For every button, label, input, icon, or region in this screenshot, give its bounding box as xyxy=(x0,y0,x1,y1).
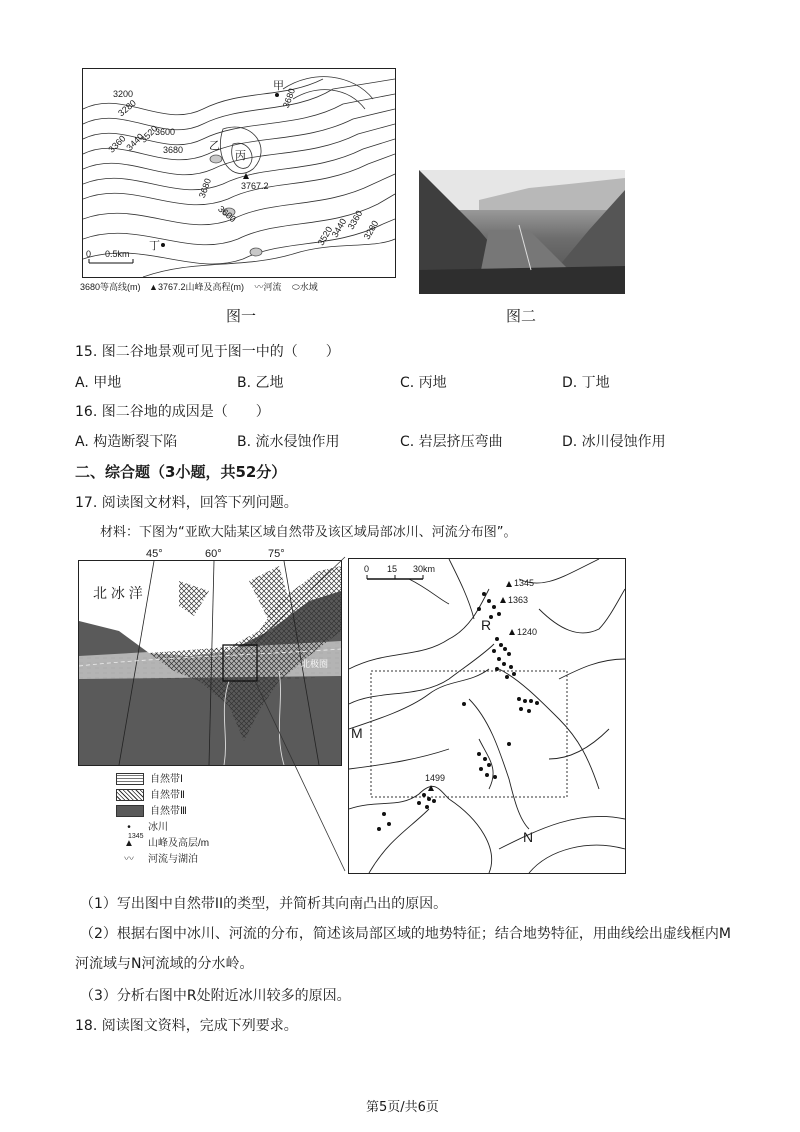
peak-label-1499: 1499 xyxy=(425,773,446,783)
point-yi: 乙 xyxy=(209,140,220,152)
label-R: R xyxy=(481,617,492,633)
right-scale-30: 30km xyxy=(413,564,436,574)
legend-river: 河流 xyxy=(263,282,282,292)
peak-label-1345: 1345 xyxy=(514,578,535,588)
contour-label-3680: 3680 xyxy=(163,145,184,155)
zone-2-swatch xyxy=(116,789,144,801)
peak-triangle-icon: ▲ xyxy=(124,838,134,849)
legend-zone-1: 自然带Ⅰ xyxy=(116,772,256,788)
legend-peak-value: 1345 xyxy=(128,833,144,840)
page-number: 第5页/共6页 xyxy=(366,1100,439,1115)
left-map-legend xyxy=(116,772,256,868)
peak-icon: ▲ xyxy=(149,282,158,292)
q17-sub-2-cont: 河流域与N河流域的分水岭。 xyxy=(75,956,254,972)
q15-option-a: A. 甲地 xyxy=(75,375,122,391)
right-map-drawing xyxy=(349,559,625,873)
right-scale-0: 0 xyxy=(364,564,370,574)
q17-right-map xyxy=(348,558,626,874)
contour-label-3360b: 3360 xyxy=(345,208,365,232)
lon-label-75: 75° xyxy=(268,548,285,560)
figure1-caption: 图一 xyxy=(226,307,257,325)
q16-option-c: C. 岩层挤压弯曲 xyxy=(400,434,503,450)
peak-label-1363: 1363 xyxy=(508,595,529,605)
contour-label-3440b: 3440 xyxy=(329,216,349,240)
contour-label-3600b: 3600 xyxy=(216,203,238,225)
label-N: N xyxy=(523,829,534,845)
contour-label-3280: 3280 xyxy=(116,97,138,119)
legend-peak: ▲ 山峰及高层/m 1345 xyxy=(116,836,256,852)
legend-river: 〰 河流与湖泊 xyxy=(116,852,256,868)
q16-option-a: A. 构造断裂下陷 xyxy=(75,434,178,450)
q15-option-b: B. 乙地 xyxy=(237,375,284,391)
river-icon: 〰 xyxy=(254,282,264,292)
valley-drawing xyxy=(419,170,625,294)
contour-label-3520b: 3520 xyxy=(315,224,335,248)
q17-material: 材料：下图为“亚欧大陆某区域自然带及该区域局部冰川、河流分布图”。 xyxy=(100,525,517,540)
legend-peak: 3767.2山峰及高程(m) xyxy=(157,282,244,292)
q16-option-b: B. 流水侵蚀作用 xyxy=(237,434,340,450)
figure2-caption: 图二 xyxy=(506,307,537,325)
contour-label-3680c: 3680 xyxy=(196,176,214,200)
river-lake-icon: 〰 xyxy=(124,854,134,865)
left-map-arctic-circle: 北极圈 xyxy=(301,659,329,669)
point-ding: 丁 xyxy=(149,240,160,252)
left-map-ocean-label: 北 冰 洋 xyxy=(93,585,143,601)
contour-label-3680b: 3680 xyxy=(280,86,298,110)
q16-stem: 16. 图二谷地的成因是（ ） xyxy=(75,404,270,420)
right-scale-15: 15 xyxy=(387,564,398,574)
section-2-title: 二、综合题（3小题，共52分） xyxy=(75,463,287,481)
q15-option-d: D. 丁地 xyxy=(562,375,610,391)
legend-zone-3: 自然带Ⅲ xyxy=(116,804,256,820)
figure1-map xyxy=(82,68,396,278)
lon-label-45: 45° xyxy=(146,548,163,560)
point-bing: 丙 xyxy=(235,150,246,162)
zone-3-swatch xyxy=(116,805,144,817)
q18-stem: 18. 阅读图文资料，完成下列要求。 xyxy=(75,1018,298,1034)
peak-label-1240: 1240 xyxy=(517,627,538,637)
q17-stem: 17. 阅读图文材料，回答下列问题。 xyxy=(75,495,298,511)
q17-sub-1: （1）写出图中自然带II的类型，并简析其向南凸出的原因。 xyxy=(80,896,448,912)
contour-label-3360: 3360 xyxy=(106,133,128,155)
legend-water: 水域 xyxy=(299,282,318,292)
label-M: M xyxy=(351,725,363,741)
q15-option-c: C. 丙地 xyxy=(400,375,447,391)
peak-elevation: 3767.2 xyxy=(241,181,269,191)
point-jia: 甲 xyxy=(273,80,284,92)
legend-contour: 3680等高线(m) xyxy=(80,282,141,292)
water-icon: ⬭ xyxy=(292,282,300,292)
contour-label-3440: 3440 xyxy=(124,131,146,153)
glacier-dot-icon: • xyxy=(127,822,131,833)
legend-glacier: • 冰川 xyxy=(116,820,256,836)
q17-sub-2: （2）根据右图中冰川、河流的分布，简述该局部区域的地势特征；结合地势特征，用曲线绘出虚线框内M xyxy=(80,926,731,942)
figure2-valley-photo xyxy=(419,170,625,294)
scale-zero: 0 xyxy=(86,249,92,259)
contour-label-3600: 3600 xyxy=(155,127,176,137)
legend-zone-2: 自然带Ⅱ xyxy=(116,788,256,804)
zone-1-swatch xyxy=(116,773,144,785)
contour-label-3520: 3520 xyxy=(138,123,160,145)
contour-label-3280b: 3280 xyxy=(361,218,381,242)
q17-sub-3: （3）分析右图中R处附近冰川较多的原因。 xyxy=(80,988,351,1004)
scale-dist: 0.5km xyxy=(105,249,130,259)
figure1-legend xyxy=(80,280,400,294)
q15-stem: 15. 图二谷地景观可见于图一中的（ ） xyxy=(75,344,340,360)
contour-label-3200: 3200 xyxy=(113,89,134,99)
lon-label-60: 60° xyxy=(205,548,222,560)
q16-option-d: D. 冰川侵蚀作用 xyxy=(562,434,666,450)
